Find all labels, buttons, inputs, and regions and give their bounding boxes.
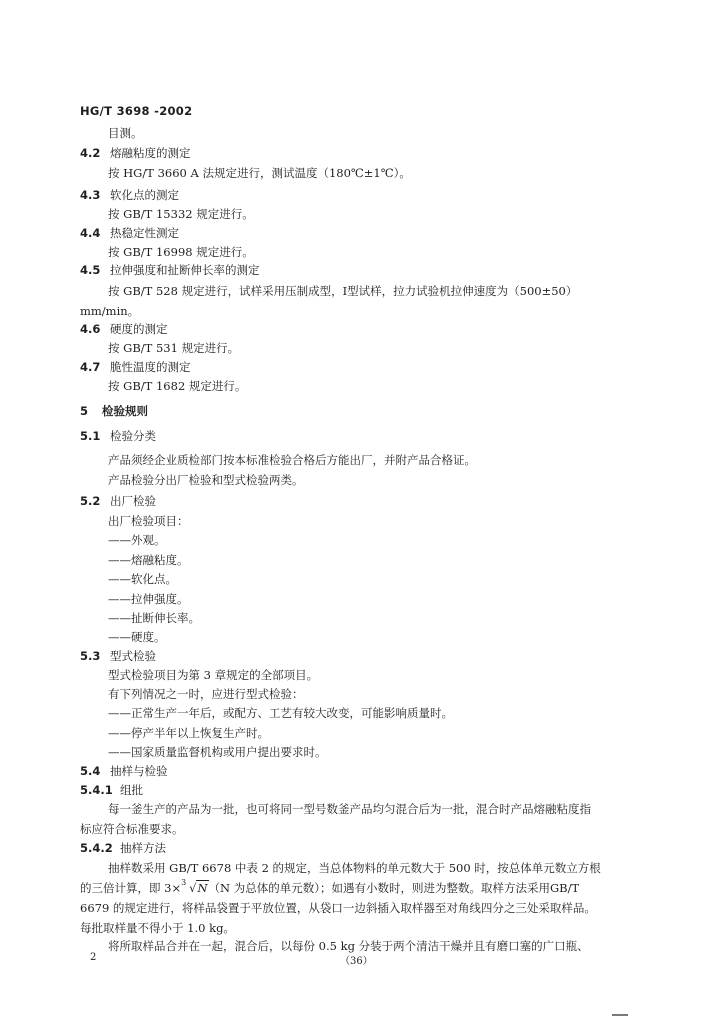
clause-title: 软化点的测定 [110, 188, 179, 202]
paragraph-line: 出厂检验项目： [108, 514, 189, 528]
clause-title: 抽样方法 [120, 841, 166, 855]
paragraph-line: 型式检验项目为第 3 章规定的全部项目。 [108, 668, 319, 682]
scan-mark [612, 1014, 628, 1016]
paragraph-line [80, 880, 638, 896]
paragraph-line: ——外观。 [108, 533, 166, 547]
paragraph-line: 按 GB/T 531 规定进行。 [108, 341, 240, 355]
clause-number: 5.4.1 [80, 783, 113, 797]
formula-suffix: （N 为总体的单元数）；如遇有小数时，则进为整数。取样方法采用GB/T [208, 881, 580, 895]
clause-heading [80, 225, 179, 241]
paragraph-line: 将所取样品合并在一起，混合后，以每份 0.5 kg 分装于两个清洁干燥并且有磨口塞的广口瓶、 [108, 939, 589, 953]
paragraph-line: 产品检验分出厂检验和型式检验两类。 [108, 473, 304, 487]
paragraph-line: 按 HG/T 3660 A 法规定进行，测试温度（180℃±1℃）。 [108, 166, 411, 180]
clause-number: 4.4 [80, 226, 101, 240]
paragraph-line: 有下列情况之一时，应进行型式检验： [108, 687, 304, 701]
clause-heading [80, 648, 156, 664]
standard-code-header: HG/T 3698 -2002 [80, 104, 193, 118]
paragraph-line: 每一釜生产的产品为一批，也可将同一型号数釜产品均匀混合后为一批，混合时产品熔融粘度指 [108, 802, 591, 816]
cube-root-symbol [181, 880, 208, 896]
clause-number: 4.5 [80, 263, 101, 277]
page-serial: （36） [340, 956, 373, 967]
formula-prefix: 的三倍计算，即 3× [80, 881, 182, 895]
paragraph-line: 按 GB/T 1682 规定进行。 [108, 379, 247, 393]
clause-number: 5.3 [80, 649, 101, 663]
clause-number: 5.4.2 [80, 841, 113, 855]
clause-number: 4.3 [80, 188, 101, 202]
clause-title: 热稳定性测定 [110, 226, 179, 240]
clause-heading [80, 428, 156, 444]
clause-title: 检验分类 [110, 429, 156, 443]
clause-title: 脆性温度的测定 [110, 360, 191, 374]
clause-heading [80, 763, 168, 779]
clause-heading [80, 187, 179, 203]
clause-number: 5.4 [80, 764, 101, 778]
paragraph-line: 按 GB/T 528 规定进行，试样采用压制成型，Ⅰ型试样，拉力试验机拉伸速度为（500±50） [108, 284, 578, 298]
paragraph-line: ——停产半年以上恢复生产时。 [108, 726, 269, 740]
paragraph-line: 产品须经企业质检部门按本标准检验合格后方能出厂，并附产品合格证。 [108, 453, 476, 467]
paragraph-line: 标应符合标准要求。 [80, 822, 184, 836]
clause-title: 组批 [120, 783, 143, 797]
clause-heading [80, 782, 143, 798]
clause-heading [80, 493, 156, 509]
paragraph-line: 6679 的规定进行，将样品袋置于平放位置，从袋口一边斜插入取样器至对角线四分之三处采取样品。 [80, 901, 596, 915]
clause-number: 4.6 [80, 322, 101, 336]
clause-title: 熔融粘度的测定 [110, 146, 191, 160]
paragraph-line: ——软化点。 [108, 572, 177, 586]
clause-number: 5 [80, 404, 89, 418]
clause-heading [80, 262, 260, 278]
paragraph-line: ——正常生产一年后，或配方、工艺有较大改变，可能影响质量时。 [108, 706, 453, 720]
clause-heading [80, 840, 166, 856]
paragraph-line: ——熔融粘度。 [108, 553, 189, 567]
section-heading [80, 403, 148, 419]
paragraph-line: ——国家质量监督机构或用户提出要求时。 [108, 745, 327, 759]
root-index: 3 [181, 878, 187, 887]
paragraph-line: ——硬度。 [108, 630, 166, 644]
clause-number: 5.2 [80, 494, 101, 508]
paragraph-line: ——拉伸强度。 [108, 592, 189, 606]
paragraph-line: 目测。 [108, 126, 143, 140]
paragraph-line: 抽样数采用 GB/T 6678 中表 2 的规定，当总体物料的单元数大于 500 时，按总体单元数立方根 [108, 861, 601, 875]
clause-heading [80, 359, 191, 375]
clause-heading [80, 145, 191, 161]
radical-sign-icon: √ [189, 881, 197, 895]
clause-number: 4.7 [80, 360, 101, 374]
radicand: N [197, 881, 208, 895]
clause-title: 抽样与检验 [110, 764, 168, 778]
clause-heading [80, 321, 168, 337]
clause-title: 拉伸强度和扯断伸长率的测定 [110, 263, 260, 277]
paragraph-line: mm/min。 [80, 304, 140, 318]
paragraph-line: ——扯断伸长率。 [108, 611, 200, 625]
paragraph-line: 按 GB/T 15332 规定进行。 [108, 207, 254, 221]
paragraph-line: 每批取样量不得小于 1.0 kg。 [80, 921, 235, 935]
paragraph-line: 按 GB/T 16998 规定进行。 [108, 245, 254, 259]
clause-title: 型式检验 [110, 649, 156, 663]
clause-title: 检验规则 [102, 404, 148, 418]
page-number: 2 [90, 952, 97, 963]
clause-number: 4.2 [80, 146, 101, 160]
clause-number: 5.1 [80, 429, 101, 443]
clause-title: 出厂检验 [110, 494, 156, 508]
clause-title: 硬度的测定 [110, 322, 168, 336]
